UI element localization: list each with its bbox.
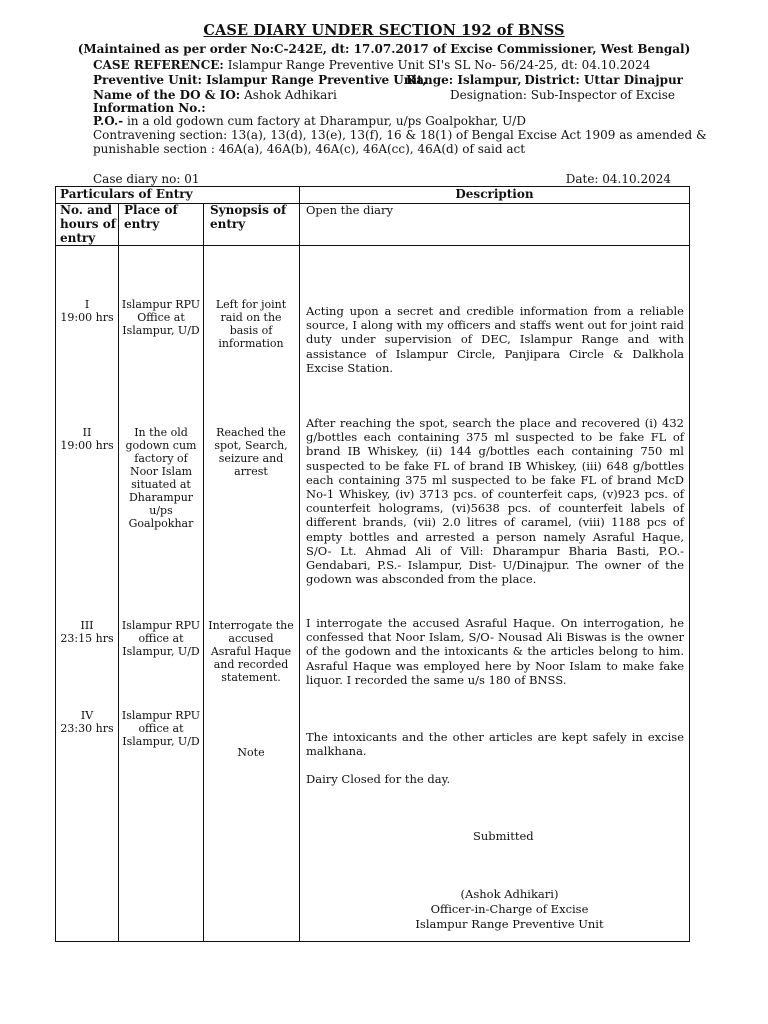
closing-line: Dairy Closed for the day.	[306, 772, 451, 786]
open-diary-text: Open the diary	[306, 203, 394, 217]
signatory-designation: Officer-in-Charge of Excise	[430, 902, 589, 916]
do-io-label: Name of the DO & IO:	[93, 88, 241, 102]
entry-number: IV	[80, 709, 94, 722]
column-no-and-hours: No. and hours of entry	[60, 203, 116, 245]
entry-place: Islampur RPU Office at Islampur, U/D	[121, 298, 201, 337]
contravening-line-1: Contravening section: 13(a), 13(d), 13(e), 13(f), 16 & 18(1) of Bengal Excise Act 1909 as amended &	[93, 128, 707, 142]
entry-synopsis: Note	[237, 746, 265, 759]
entry-number: I	[84, 298, 90, 311]
entry-time: 23:15 hrs	[60, 632, 114, 645]
entry-description: The intoxicants and the other articles are kept safely in excise malkhana.	[306, 730, 684, 759]
po-label: P.O.-	[93, 114, 124, 128]
case-reference-value: Islampur Range Preventive Unit SI's SL No- 56/24-25, dt: 04.10.2024	[227, 58, 651, 72]
entry-number: II	[82, 426, 92, 439]
entry-place: In the old godown cum factory of Noor Islam situated at Dharampur u/ps Goalpokhar	[125, 426, 197, 530]
po-value: in a old godown cum factory at Dharampur, u/ps Goalpokhar, U/D	[126, 114, 526, 128]
document-subtitle: (Maintained as per order No:C-242E, dt: 17.07.2017 of Excise Commissioner, West Bengal)	[77, 42, 691, 56]
district: District: Uttar Dinajpur	[524, 73, 683, 87]
description-header: Description	[455, 187, 534, 201]
particulars-of-entry-header: Particulars of Entry	[60, 187, 193, 201]
entry-time: 23:30 hrs	[60, 722, 114, 735]
entry-description: After reaching the spot, search the place and recovered (i) 432 g/bottles each containing 375 ml suspected to be fake FL of brand IB Whiskey, (ii) 144 g/bottles each containing 750 ml suspected to be fake FL of brand IB Whiskey, (iii) 648 g/bottles each containing 375 ml suspected to be fake FL of brand McD No-1 Whiskey, (iv) 3713 pcs. of counterfeit caps, (v)923 pcs. of counterfeit holograms, (vi)5638 pcs. of counterfeit labels of different brands, (vii) 2.0 litres of caramel, (viii) 1188 pcs of empty bottles and arrested a person namely Asraful Haque, S/O- Lt. Ahmad Ali of Vill: Dharampur Bharia Basti, P.O.- Gendabari, P.S.- Islampur, Dist- U/Dinajpur. The owner of the godown was absconded from the place.	[306, 416, 684, 587]
diary-table	[55, 186, 690, 942]
entry-synopsis: Reached the spot, Search, seizure and arrest	[214, 426, 288, 478]
column-place-of-entry: Place of entry	[124, 203, 178, 231]
preventive-unit: Preventive Unit: Islampur Range Preventive Unit,	[93, 73, 427, 87]
entry-time: 19:00 hrs	[60, 439, 114, 452]
entry-time: 19:00 hrs	[60, 311, 114, 324]
designation: Designation: Sub-Inspector of Excise	[450, 88, 675, 102]
submitted-label: Submitted	[473, 829, 534, 843]
contravening-line-2: punishable section : 46A(a), 46A(b), 46A(c), 46A(cc), 46A(d) of said act	[93, 142, 526, 156]
entry-description: Acting upon a secret and credible information from a reliable source, I along with my officers and staffs went out for joint raid duty under supervision of DEC, Islampur Range and with assistance of Islampur Circle, Panjipara Circle & Dalkhola Excise Station.	[306, 304, 684, 375]
unit-range-district-line	[93, 73, 683, 89]
information-no: Information No.:	[93, 101, 206, 115]
case-reference-label: CASE REFERENCE:	[93, 58, 224, 72]
entry-place: Islampur RPU office at Islampur, U/D	[121, 619, 201, 658]
signatory-name: (Ashok Adhikari)	[460, 887, 559, 901]
entry-number: III	[80, 619, 94, 632]
range: Range: Islampur,	[406, 73, 522, 87]
signatory-unit: Islampur Range Preventive Unit	[415, 917, 604, 931]
entry-place: Islampur RPU office at Islampur, U/D	[121, 709, 201, 748]
signature-block	[400, 887, 619, 932]
do-io-value: Ashok Adhikari	[244, 88, 337, 102]
column-synopsis-of-entry: Synopsis of entry	[210, 203, 287, 231]
diary-date: Date: 04.10.2024	[565, 172, 671, 186]
entry-synopsis: Left for joint raid on the basis of information	[215, 298, 287, 350]
case-diary-number: Case diary no: 01	[93, 172, 200, 186]
document-title: CASE DIARY UNDER SECTION 192 of BNSS	[203, 22, 565, 39]
entry-description: I interrogate the accused Asraful Haque. On interrogation, he confessed that Noor Islam, S/O- Nousad Ali Biswas is the owner of the godown and the intoxicants & the articles belong to him. Asraful Haque was employed here by Noor Islam to make fake liquor. I recorded the same u/s 180 of BNSS.	[306, 616, 684, 687]
entry-synopsis: Interrogate the accused Asraful Haque and recorded statement.	[208, 619, 294, 684]
case-reference-line	[93, 58, 683, 74]
